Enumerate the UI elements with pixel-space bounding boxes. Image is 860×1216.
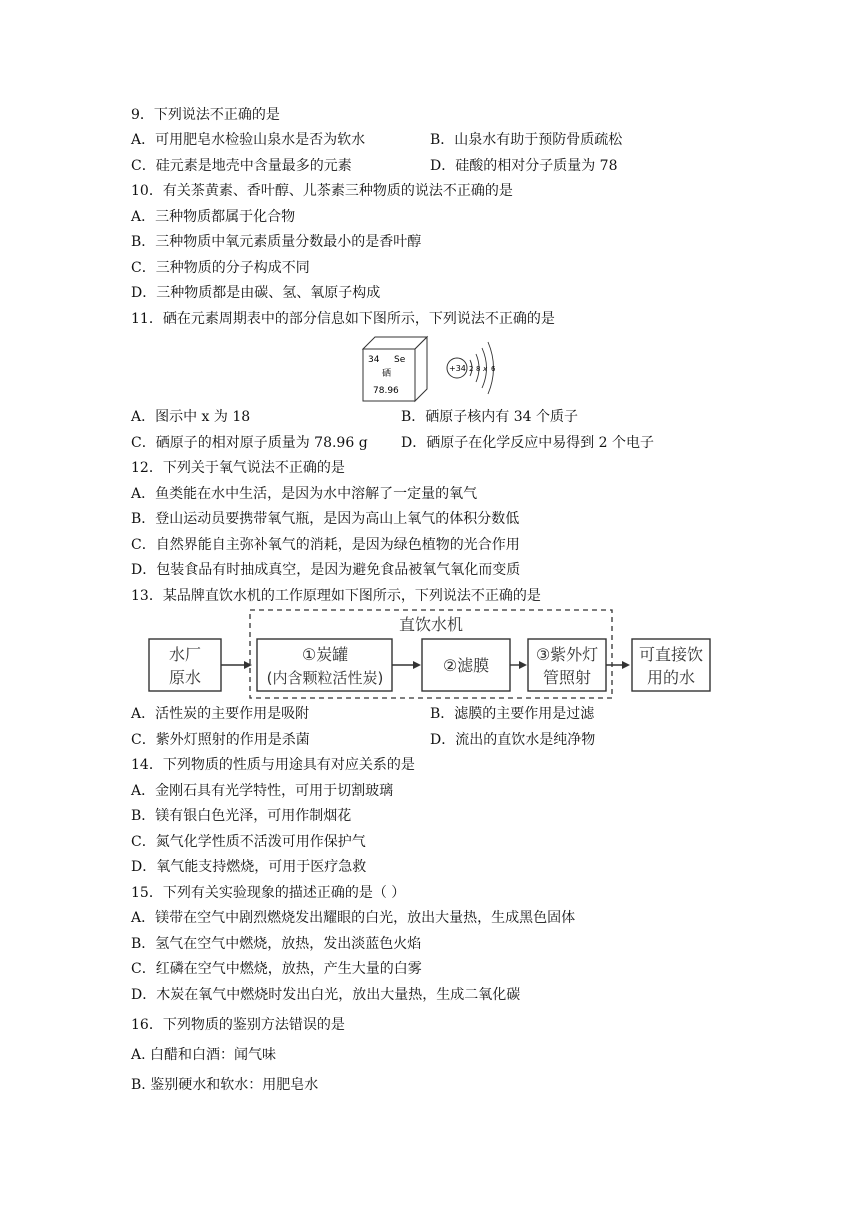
q14-option-c: C．氮气化学性质不活泼可用作保护气 xyxy=(131,834,366,850)
q13-option-d: D．流出的直饮水是纯净物 xyxy=(430,732,596,748)
q12-stem: 12．下列关于氧气说法不正确的是 xyxy=(131,460,345,476)
svg-text:③紫外灯: ③紫外灯 xyxy=(535,645,599,664)
q15-option-a: A．镁带在空气中剧烈燃烧发出耀眼的白光，放出大量热，生成黑色固体 xyxy=(131,910,576,926)
q13-option-a: A．活性炭的主要作用是吸附 xyxy=(131,706,310,722)
q12-option-a: A．鱼类能在水中生活，是因为水中溶解了一定量的氧气 xyxy=(131,486,478,502)
q14-stem: 14．下列物质的性质与用途具有对应关系的是 xyxy=(131,757,415,773)
q11-option-a: A．图示中 x 为 18 xyxy=(131,409,251,425)
svg-text:用的水: 用的水 xyxy=(646,668,696,687)
q13-option-b: B．滤膜的主要作用是过滤 xyxy=(430,706,595,722)
q11-option-c: C．硒原子的相对原子质量为 78.96 g xyxy=(131,435,368,451)
box-filter-membrane xyxy=(422,639,510,691)
svg-text:②滤膜: ②滤膜 xyxy=(442,656,490,675)
q16-stem: 16．下列物质的鉴别方法错误的是 xyxy=(131,1017,345,1033)
q12-option-b: B．登山运动员要携带氧气瓶，是因为高山上氧气的体积分数低 xyxy=(131,511,520,527)
shell-2-electrons: 8 xyxy=(476,365,481,373)
element-name: 硒 xyxy=(382,369,392,379)
shell-3-electrons: x xyxy=(483,365,488,373)
periodic-table-cell xyxy=(363,337,427,401)
nucleus-charge: +34 xyxy=(449,364,466,373)
svg-text:可直接饮: 可直接饮 xyxy=(638,645,704,664)
q10-option-d: D．三种物质都是由碳、氢、氧原子构成 xyxy=(131,285,381,301)
machine-label: 直饮水机 xyxy=(398,615,464,634)
q16-option-a: A. 白醋和白酒：闻气味 xyxy=(131,1047,277,1063)
q15-option-b: B．氢气在空气中燃烧，放热，发出淡蓝色火焰 xyxy=(131,936,422,952)
q11-option-b: B．硒原子核内有 34 个质子 xyxy=(401,409,579,425)
svg-text:水厂: 水厂 xyxy=(168,645,202,664)
q9-option-a: A．可用肥皂水检验山泉水是否为软水 xyxy=(131,132,366,148)
q10-stem: 10．有关茶黄素、香叶醇、儿茶素三种物质的说法不正确的是 xyxy=(131,183,513,199)
selenium-info-figure xyxy=(360,334,510,404)
box-drinkable-water xyxy=(632,639,710,691)
q13-stem: 13．某品牌直饮水机的工作原理如下图所示，下列说法不正确的是 xyxy=(131,588,541,604)
q9-option-c: C．硅元素是地壳中含量最多的元素 xyxy=(131,158,352,174)
svg-text:①炭罐: ①炭罐 xyxy=(301,645,349,664)
q10-option-b: B．三种物质中氧元素质量分数最小的是香叶醇 xyxy=(131,234,422,250)
element-symbol: Se xyxy=(394,355,406,365)
box-raw-water xyxy=(149,639,221,691)
q10-option-c: C．三种物质的分子构成不同 xyxy=(131,260,310,276)
q14-option-d: D．氧气能支持燃烧，可用于医疗急救 xyxy=(131,859,367,875)
q10-option-a: A．三种物质都属于化合物 xyxy=(131,209,296,225)
q15-option-d: D．木炭在氧气中燃烧时发出白光，放出大量热，生成二氧化碳 xyxy=(131,987,521,1003)
q14-option-b: B．镁有银白色光泽，可用作制烟花 xyxy=(131,808,352,824)
q13-option-c: C．紫外灯照射的作用是杀菌 xyxy=(131,732,310,748)
atomic-number: 34 xyxy=(368,355,380,365)
atomic-structure-diagram xyxy=(447,342,496,394)
q14-option-a: A．金刚石具有光学特性，可用于切割玻璃 xyxy=(131,783,394,799)
svg-text:管照射: 管照射 xyxy=(542,668,592,687)
q15-option-c: C．红磷在空气中燃烧，放热，产生大量的白雾 xyxy=(131,961,422,977)
shell-1-electrons: 2 xyxy=(469,365,474,373)
box-carbon-tank xyxy=(257,639,392,691)
q12-option-c: C．自然界能自主弥补氧气的消耗，是因为绿色植物的光合作用 xyxy=(131,537,520,553)
q9-option-d: D．硅酸的相对分子质量为 78 xyxy=(430,158,618,174)
q9-stem: 9．下列说法不正确的是 xyxy=(131,107,280,123)
q16-option-b: B. 鉴别硬水和软水：用肥皂水 xyxy=(131,1077,319,1093)
q11-stem: 11．硒在元素周期表中的部分信息如下图所示，下列说法不正确的是 xyxy=(131,311,555,327)
q11-option-d: D．硒原子在化学反应中易得到 2 个电子 xyxy=(401,435,655,451)
shell-4-electrons: 6 xyxy=(491,365,496,373)
svg-text:(内含颗粒活性炭): (内含颗粒活性炭) xyxy=(266,669,384,687)
atomic-mass: 78.96 xyxy=(373,386,399,396)
svg-text:原水: 原水 xyxy=(168,668,202,687)
q15-stem: 15．下列有关实验现象的描述正确的是（ ） xyxy=(131,885,406,901)
q12-option-d: D．包装食品有时抽成真空，是因为避免食品被氧气氧化而变质 xyxy=(131,562,521,578)
box-uv-lamp xyxy=(528,639,606,691)
q9-option-b: B．山泉水有助于预防骨质疏松 xyxy=(430,132,623,148)
water-dispenser-flow-diagram xyxy=(145,608,715,704)
